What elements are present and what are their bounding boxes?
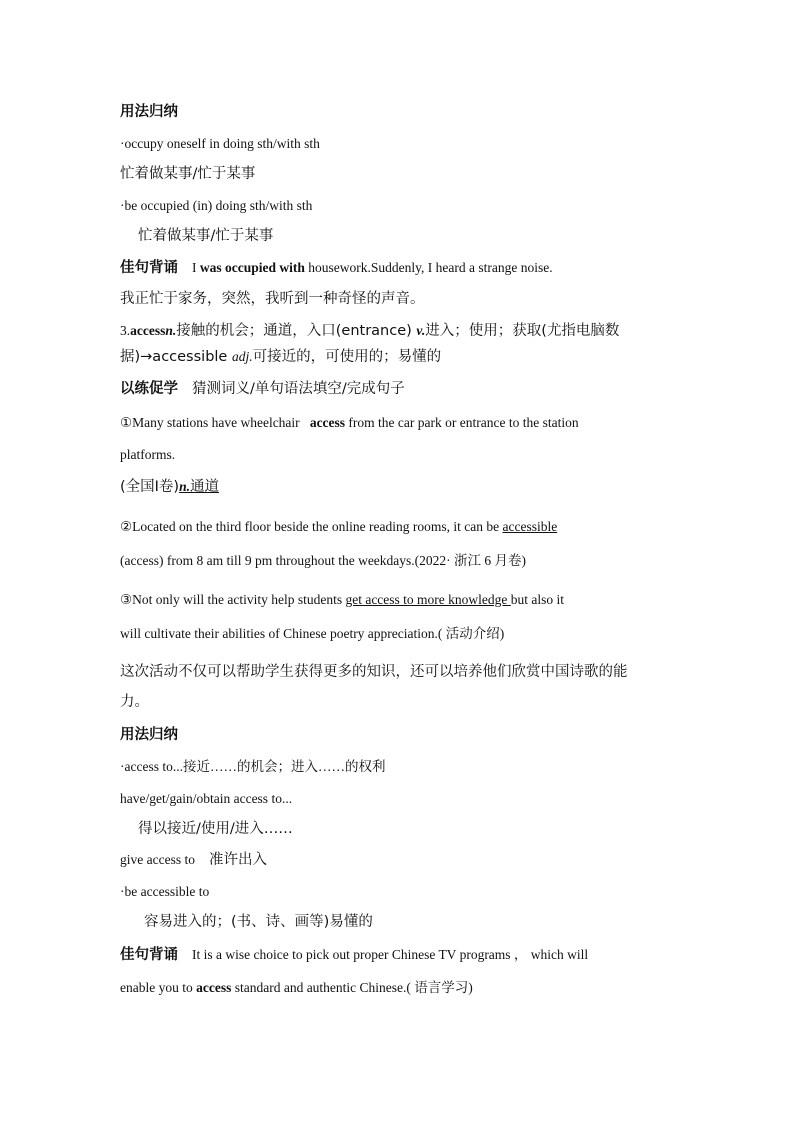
- usage-be-accessible-cn: 容易进入的；(书、诗、画等)易懂的: [144, 914, 373, 930]
- exercise-1-answer: (全国Ⅰ卷)n.通道: [120, 479, 219, 495]
- usage-item-be-occupied: ·be occupied (in) doing sth/with sth: [120, 198, 313, 213]
- usage-item-be-occupied-cn: 忙着做某事/忙于某事: [138, 228, 274, 244]
- exercise-1: ①Many stations have wheelchair access from the car park or entrance to the station: [120, 415, 579, 430]
- example-label: 佳句背诵: [120, 260, 178, 276]
- usage-item-occupy-oneself-cn: 忙着做某事/忙于某事: [120, 166, 256, 182]
- answer-blank: get access to more knowledge: [345, 592, 511, 607]
- highlighted-phrase: was occupied with: [199, 260, 305, 275]
- usage-have-access-cn: 得以接近/使用/进入……: [138, 821, 293, 837]
- example-sentence-2: 佳句背诵 It is a wise choice to pick out proper Chinese TV programs ， which will: [120, 947, 589, 963]
- highlighted-word: access: [196, 980, 232, 995]
- example-sentence-2-cont: enable you to access standard and authentic Chinese.( 语言学习): [120, 980, 473, 995]
- example-sentence-1: 佳句背诵 I was occupied with housework.Suddenly, I heard a strange noise.: [120, 260, 553, 276]
- usage-heading-2: 用法归纳: [120, 727, 178, 743]
- usage-heading-1: 用法归纳: [120, 104, 178, 120]
- example-label: 佳句背诵: [120, 947, 178, 963]
- usage-be-accessible: ·be accessible to: [120, 884, 210, 899]
- word-entry-access-cont: 据)→accessible adj.可接近的，可使用的；易懂的: [120, 349, 442, 365]
- example-sentence-1-cn: 我正忙于家务，突然，我听到一种奇怪的声音。: [120, 291, 425, 307]
- practice-heading: 以练促学 猜测词义/单句语法填空/完成句子: [120, 381, 405, 397]
- answer-blank: accessible: [502, 519, 558, 534]
- exercise-3-cont: will cultivate their abilities of Chinese poetry appreciation.( 活动介绍): [120, 626, 505, 641]
- usage-access-to: ·access to...接近……的机会；进入……的权利: [120, 759, 386, 774]
- exercise-3: ③Not only will the activity help students get access to more knowledge but also it: [120, 592, 565, 607]
- exercise-2-cont: (access) from 8 am till 9 pm throughout the weekdays.(2022· 浙江 6 月卷): [120, 553, 527, 568]
- word-entry-access: 3.accessn.接触的机会；通道，入口(entrance) v.进入；使用；获取(尤指电脑数: [120, 323, 620, 339]
- usage-have-access: have/get/gain/obtain access to...: [120, 791, 293, 806]
- answer-blank: n.通道: [179, 479, 219, 495]
- usage-give-access: give access to 准许出入: [120, 852, 267, 868]
- usage-item-occupy-oneself: ·occupy oneself in doing sth/with sth: [120, 136, 320, 151]
- headword: access: [130, 323, 166, 338]
- exercise-3-cn-cont: 力。: [120, 694, 149, 710]
- exercise-2: ②Located on the third floor beside the online reading rooms, it can be accessible: [120, 519, 558, 534]
- exercise-3-cn: 这次活动不仅可以帮助学生获得更多的知识，还可以培养他们欣赏中国诗歌的能: [120, 664, 628, 680]
- exercise-1-cont: platforms.: [120, 447, 176, 462]
